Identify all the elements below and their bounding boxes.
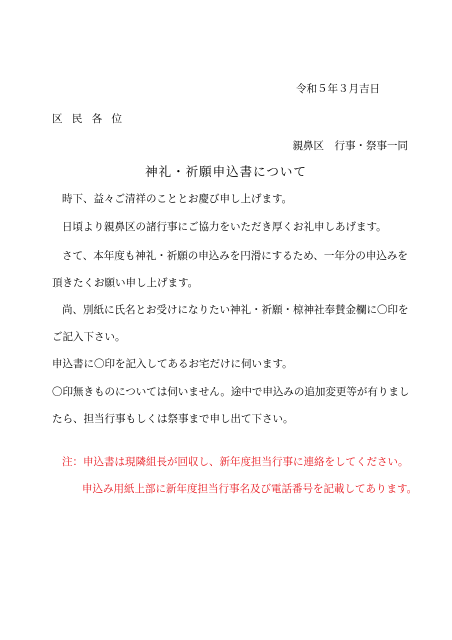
- addressee: 区 民 各 位: [52, 113, 126, 125]
- request-paragraph-line-1: さて、本年度も神礼・祈願の申込みを円滑にするため、一年分の申込みを: [62, 250, 408, 262]
- instruction-paragraph-line-2: ご記入下さい。: [52, 331, 126, 343]
- no-mark-paragraph-line-2: たら、担当行事もしくは祭事まで申し出て下さい。: [52, 413, 294, 425]
- note-collection: 注：申込書は現隣組長が回収し、新年度担当行事に連絡をしてください。: [62, 456, 409, 468]
- request-paragraph-line-2: 頂きたくお願い申し上げます。: [52, 277, 199, 289]
- no-mark-paragraph-line-1: 〇印無きものについては伺いません。途中で申込みの追加変更等が有りまし: [52, 386, 410, 398]
- visit-paragraph: 申込書に〇印を記入してあるお宅だけに伺います。: [52, 358, 293, 370]
- document-title: 神礼・祈願申込書について: [145, 164, 307, 179]
- note-contact-info: 申込み用紙上部に新年度担当行事名及び電話番号を記載してあります。: [82, 483, 418, 495]
- document-date: 令和５年３月吉日: [296, 83, 380, 95]
- thanks-paragraph: 日頃より親鼻区の諸行事にご協力をいただき厚くお礼申しあげます。: [62, 221, 387, 233]
- sender: 親鼻区 行事・祭事一同: [292, 140, 408, 152]
- greeting-paragraph: 時下、益々ご清祥のこととお慶び申し上げます。: [62, 193, 293, 205]
- instruction-paragraph-line-1: 尚、別紙に氏名とお受けになりたい神礼・祈願・椋神社奉賛金欄に〇印を: [62, 304, 409, 316]
